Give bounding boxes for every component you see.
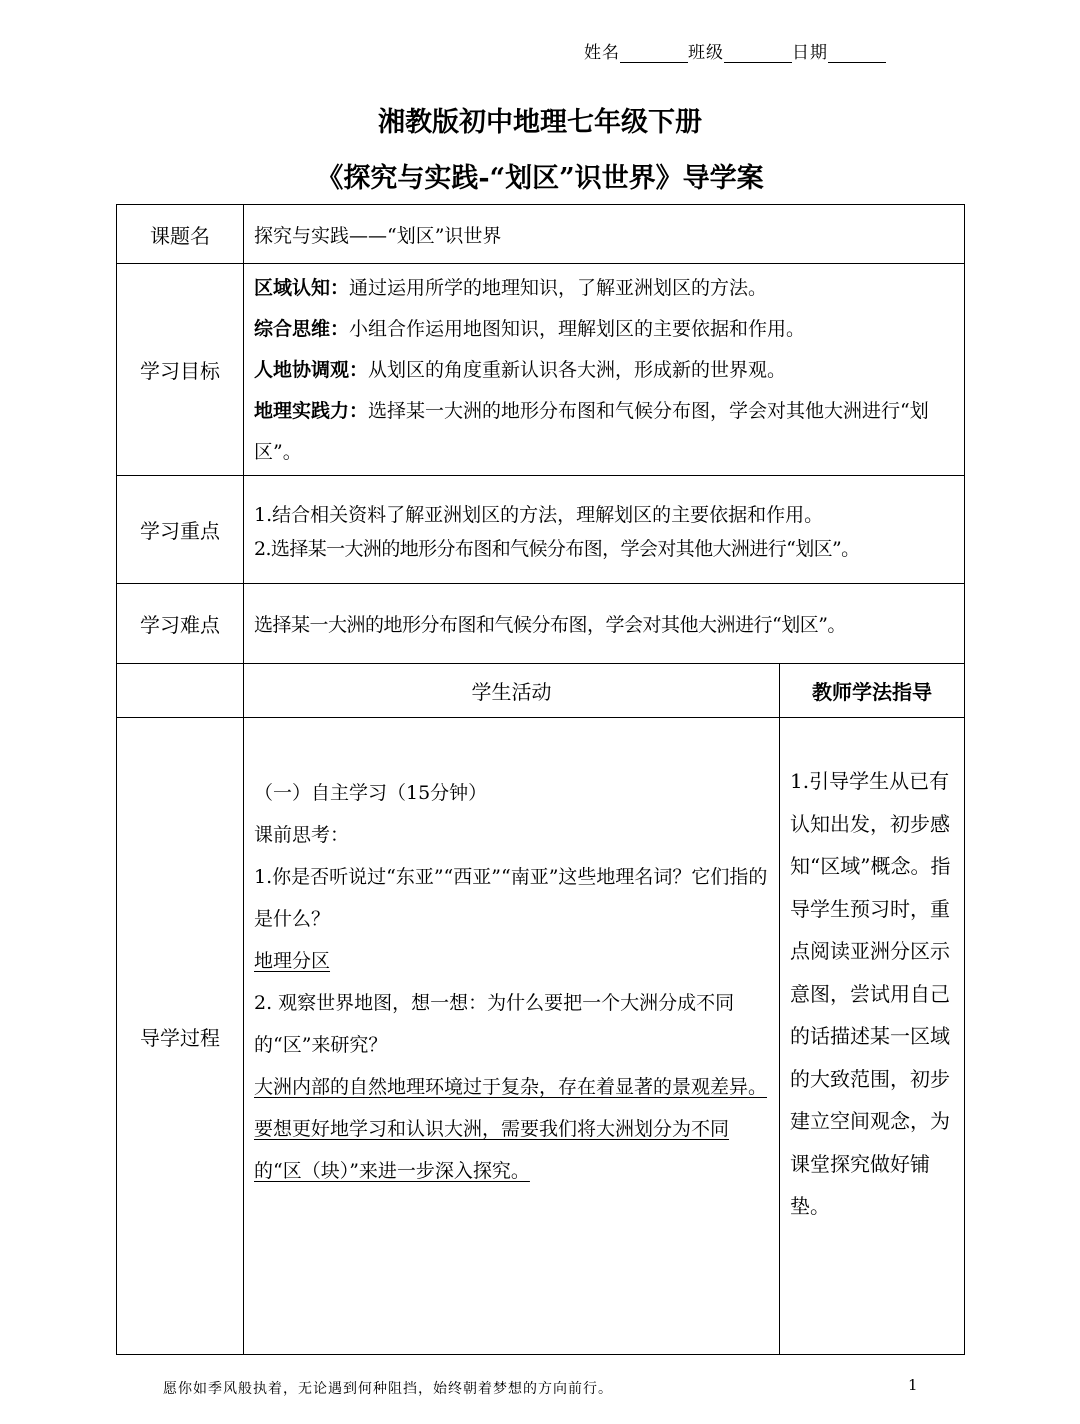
class-blank[interactable]: [724, 44, 792, 63]
process-row: [117, 718, 965, 1355]
activity-column-header: 学生活动: [244, 664, 780, 718]
empty-header-cell: [117, 664, 244, 718]
key-point-item: 2.选择某一大洲的地形分布图和气候分布图，学会对其他大洲进行“划区”。: [254, 537, 860, 560]
topic-value: 探究与实践——“划区”识世界: [244, 205, 965, 264]
difficulty-value: 选择某一大洲的地形分布图和气候分布图，学会对其他大洲进行“划区”。: [244, 584, 965, 664]
section-title: （一）自主学习（15分钟）: [254, 782, 488, 804]
objective-item: 地理实践力：选择某一大洲的地形分布图和气候分布图，学会对其他大洲进行“划区”。: [254, 400, 929, 463]
guidance-column-header: 教师学法指导: [780, 664, 965, 718]
name-blank[interactable]: [620, 44, 688, 63]
document-subtitle: 《探究与实践-“划区”识世界》导学案: [316, 163, 764, 194]
page-number: 1: [908, 1376, 918, 1394]
lesson-plan-table: [116, 204, 965, 1355]
process-label: 导学过程: [117, 718, 244, 1355]
objectives-content: [244, 264, 965, 476]
objectives-label: 学习目标: [117, 264, 244, 476]
topic-row: [117, 205, 965, 264]
key-points-content: [244, 476, 965, 584]
key-points-label: 学习重点: [117, 476, 244, 584]
objectives-row: [117, 264, 965, 476]
key-points-row: [117, 476, 965, 584]
key-point-item: 1.结合相关资料了解亚洲划区的方法，理解划区的主要依据和作用。: [254, 503, 824, 526]
date-blank[interactable]: [828, 44, 886, 63]
objective-item: 综合思维：小组合作运用地图知识，理解划区的主要依据和作用。: [254, 318, 806, 340]
difficulty-label: 学习难点: [117, 584, 244, 664]
question-1: 1.你是否听说过“东亚”“西亚”“南亚”这些地理名词？它们指的是什么？: [254, 866, 768, 930]
document-title: 湘教版初中地理七年级下册: [378, 107, 702, 138]
topic-label: 课题名: [117, 205, 244, 264]
teacher-guidance: 1.引导学生从已有认知出发，初步感知“区域”概念。指导学生预习时，重点阅读亚洲分区示意图，尝试用自己的话描述某一区域的大致范围，初步建立空间观念，为课堂探究做好铺垫。: [780, 718, 965, 1355]
date-label: 日期: [792, 43, 828, 63]
footer-motto: 愿你如季风般执着，无论遇到何种阻挡，始终朝着梦想的方向前行。: [163, 1381, 613, 1397]
student-info-line: [584, 38, 886, 63]
objective-item: 人地协调观：从划区的角度重新认识各大洲，形成新的世界观。: [254, 359, 787, 381]
answer-2: 大洲内部的自然地理环境过于复杂，存在着显著的景观差异。要想更好地学习和认识大洲，需要我们将大洲划分为不同的“区（块）”来进一步深入探究。: [254, 1076, 768, 1182]
difficulty-row: [117, 584, 965, 664]
pre-think-label: 课前思考：: [254, 824, 350, 846]
question-2: 2. 观察世界地图，想一想：为什么要把一个大洲分成不同的“区”来研究？: [254, 992, 735, 1056]
column-header-row: [117, 664, 965, 718]
name-label: 姓名: [584, 43, 620, 63]
objective-item: 区域认知：通过运用所学的地理知识，了解亚洲划区的方法。: [254, 277, 768, 299]
class-label: 班级: [688, 43, 724, 63]
answer-1: 地理分区: [254, 950, 331, 972]
activity-content: [244, 718, 780, 1355]
